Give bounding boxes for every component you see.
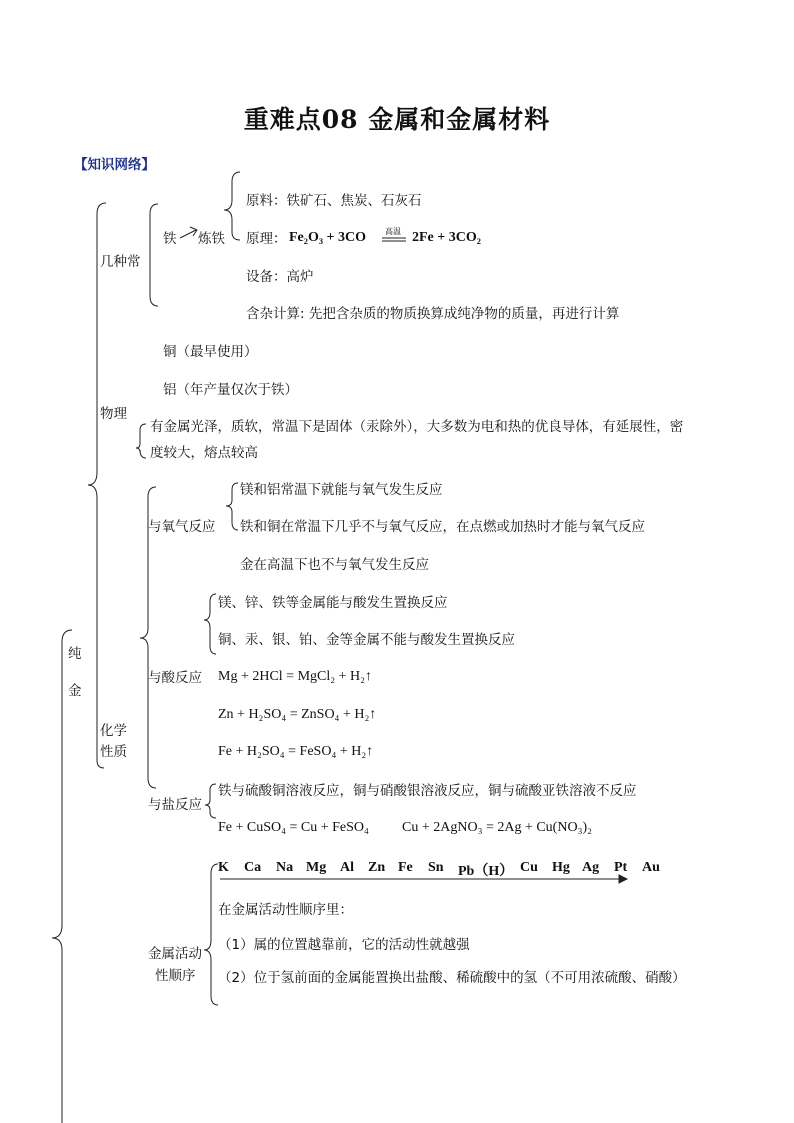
iron-raw-materials: 原料：铁矿石、焦炭、石灰石 (246, 193, 422, 209)
activity-metal: Au (642, 860, 660, 875)
iron-equipment: 设备：高炉 (246, 269, 314, 285)
activity-metal: Cu (520, 860, 538, 875)
activity-bracket (204, 864, 218, 1005)
acid-item-1: 镁、锌、铁等金属能与酸发生置换反应 (218, 595, 448, 611)
activity-intro: 在金属活动性顺序里： (218, 902, 353, 918)
acid-equation-2: Zn + H₂SO₄ = ZnSO₄ + H₂↑ (218, 707, 377, 722)
iron-bracket (150, 204, 158, 306)
activity-metal: Al (340, 860, 354, 875)
branch-several: 几种常 (100, 254, 141, 270)
oxygen-item-3: 金在高温下也不与氧气发生反应 (240, 557, 429, 573)
oxygen-label: 与氧气反应 (148, 519, 216, 535)
section-label: 【知识网络】 (74, 157, 155, 173)
activity-rule-2: （2）位于氢前面的金属能置换出盐酸、稀硫酸中的氢（不可用浓硫酸、硝酸） (218, 970, 686, 986)
activity-rule-1: （1）属的位置越靠前，它的活动性就越强 (218, 937, 470, 953)
smelt-arrow-line (180, 230, 196, 238)
iron-principle-condition: 高温 (385, 227, 401, 236)
acid-label: 与酸反应 (148, 670, 202, 686)
iron-principle-label: 原理： (246, 231, 287, 247)
smelt-label: 炼铁 (198, 231, 225, 247)
physical-props-2: 度较大，熔点较高 (150, 445, 258, 461)
branch-chemical-1: 化学 (100, 723, 127, 739)
oxygen-item-1: 镁和铝常温下就能与氧气发生反应 (240, 482, 443, 498)
oxygen-item-2: 铁和铜在常温下几乎不与氧气反应，在点燃或加热时才能与氧气反应 (240, 519, 645, 535)
salt-item-1: 铁与硫酸铜溶液反应，铜与硝酸银溶液反应，铜与硫酸亚铁溶液不反应 (218, 783, 637, 799)
activity-metal: Sn (428, 860, 444, 875)
salt-bracket (205, 784, 216, 818)
iron-principle-right: 2Fe + 3CO₂ (412, 230, 481, 245)
iron-label: 铁 (163, 231, 177, 247)
physical-props-1: 有金属光泽，质软，常温下是固体（汞除外），大多数为电和热的优良导体，有延展性，密 (150, 419, 684, 435)
physical-bracket (136, 424, 146, 458)
iron-principle-left: Fe₂O₃ + 3CO (289, 230, 367, 245)
activity-metal: Fe (398, 860, 413, 875)
activity-metal: Pt (614, 860, 628, 875)
root-label-2: 金 (68, 683, 82, 699)
salt-equation-2: Cu + 2AgNO₃ = 2Ag + Cu(NO₃)₂ (402, 820, 592, 835)
root-label-1: 纯 (68, 646, 82, 662)
activity-arrow-head (619, 875, 627, 883)
activity-metal: Hg (552, 860, 570, 875)
iron-impurity-calc: 含杂计算: 先把含杂质的物质换算成纯净物的质量，再进行计算 (246, 306, 620, 322)
acid-bracket (204, 594, 216, 654)
branch-activity-1: 金属活动 (148, 946, 202, 962)
activity-metal: Zn (368, 860, 386, 875)
branch-physical: 物理 (100, 406, 127, 422)
acid-equation-3: Fe + H₂SO₄ = FeSO₄ + H₂↑ (218, 744, 374, 759)
smelt-bracket (224, 172, 240, 240)
branch-chemical-2: 性质 (100, 744, 127, 760)
copper-item: 铜（最早使用） (163, 344, 258, 360)
activity-metal: Ag (582, 860, 600, 875)
main-bracket-top (88, 203, 106, 768)
root-bracket (52, 630, 72, 1123)
page-title: 重难点08 金属和金属材料 (243, 105, 551, 134)
aluminum-item: 铝（年产量仅次于铁） (163, 382, 298, 398)
acid-equation-1: Mg + 2HCl = MgCl₂ + H₂↑ (218, 669, 373, 684)
branch-activity-2: 性顺序 (155, 968, 196, 984)
acid-item-2: 铜、汞、银、铂、金等金属不能与酸发生置换反应 (218, 632, 515, 648)
salt-label: 与盐反应 (148, 797, 202, 813)
oxygen-bracket (226, 483, 238, 530)
activity-metal: K (218, 860, 229, 875)
activity-metal: Na (276, 860, 294, 875)
activity-metal: Pb（H） (458, 864, 514, 879)
salt-equation-1: Fe + CuSO₄ = Cu + FeSO₄ (218, 820, 369, 835)
activity-metal: Ca (244, 860, 262, 875)
activity-metal: Mg (306, 860, 327, 875)
